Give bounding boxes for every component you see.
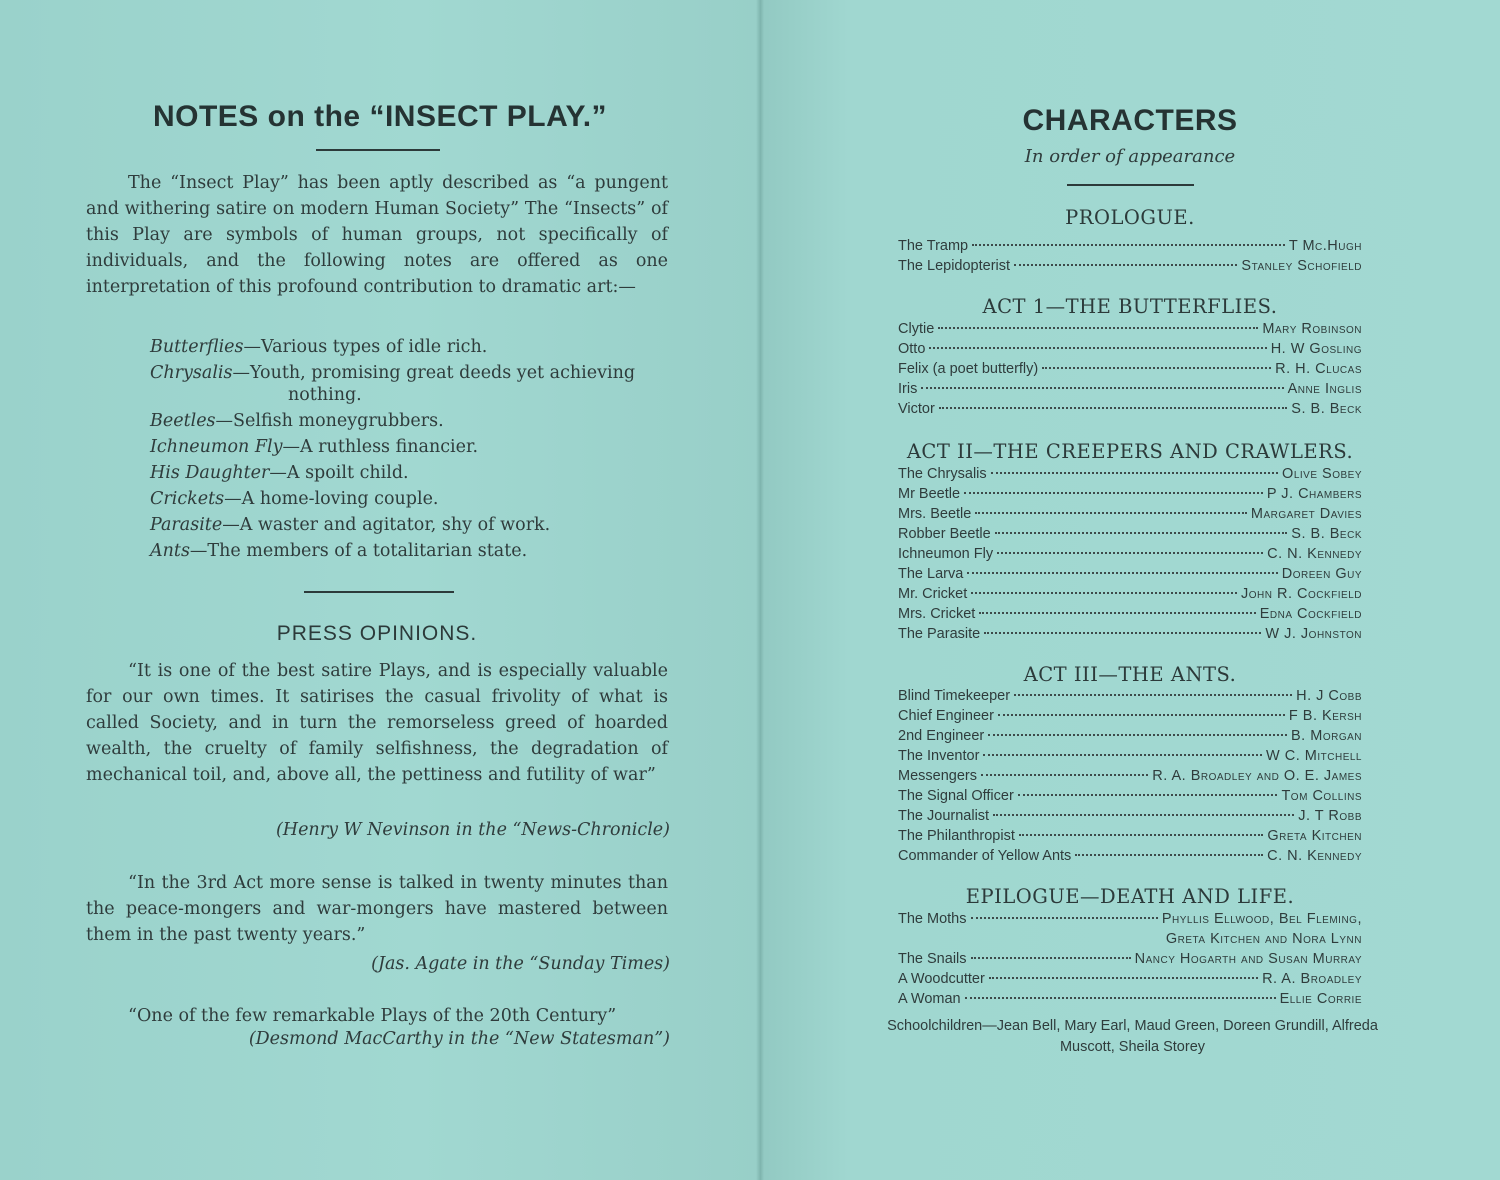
leader-dots (964, 492, 1263, 494)
section-heading-epilogue: EPILOGUE—DEATH AND LIFE. (965, 885, 1295, 908)
actor-name: F B. Kersh (1288, 708, 1362, 724)
notes-title: NOTES on the “INSECT PLAY.” (152, 100, 608, 133)
note-desc: —Youth, promising great deeds yet achieving (232, 363, 636, 383)
role-name: Chief Engineer (898, 708, 994, 724)
cast-row (898, 321, 1362, 341)
actor-name: C. N. Kennedy (1267, 848, 1362, 864)
section-heading-act-3: ACT III—THE ANTS. (1023, 663, 1237, 686)
note-item (150, 410, 670, 432)
role-name: 2nd Engineer (898, 728, 985, 744)
note-item (150, 514, 670, 536)
leader-dots (967, 572, 1277, 574)
note-term: Ichneumon Fly (150, 437, 283, 457)
note-desc: —A home-loving couple. (224, 489, 439, 509)
actor-name: Stanley Schofield (1241, 258, 1362, 274)
leader-dots (971, 957, 1131, 959)
note-term: Butterflies (150, 337, 244, 357)
actor-name: John R. Cockfield (1240, 586, 1362, 602)
actor-name: Ellie Corrie (1279, 991, 1362, 1007)
leader-dots (939, 407, 1287, 409)
role-name: Blind Timekeeper (898, 688, 1011, 704)
note-item (150, 540, 670, 562)
leader-dots (1018, 794, 1278, 796)
cast-list-prologue (898, 238, 1362, 278)
note-desc: —A spoilt child. (269, 463, 409, 483)
cast-row (898, 626, 1362, 646)
cast-row (898, 808, 1362, 828)
press-opinions-title: PRESS OPINIONS. (276, 622, 478, 645)
note-item (150, 362, 670, 406)
leader-dots (975, 512, 1247, 514)
leader-dots (1014, 264, 1237, 266)
cast-row (898, 971, 1362, 991)
actor-name: T Mc.Hugh (1288, 238, 1362, 254)
leader-dots (972, 244, 1285, 246)
actor-name: Mary Robinson (1262, 321, 1362, 337)
cast-row (898, 381, 1362, 401)
actor-name: Anne Inglis (1287, 381, 1362, 397)
press-citation: (Jas. Agate in the “Sunday Times) (371, 954, 670, 974)
note-term: Chrysalis (150, 363, 233, 383)
leader-dots (995, 532, 1288, 534)
page-fold (756, 0, 764, 1180)
role-name: The Philanthropist (898, 828, 1015, 844)
press-quote: “One of the few remarkable Plays of the 20th Century” (128, 1006, 617, 1026)
cast-list-act-2 (898, 466, 1362, 646)
actor-name: Olive Sobey (1282, 466, 1362, 482)
actor-name: W C. Mitchell (1266, 748, 1362, 764)
leader-dots (929, 347, 1266, 349)
leader-dots (991, 472, 1278, 474)
cast-row (898, 991, 1362, 1011)
cast-row (898, 486, 1362, 506)
role-name: Victor (898, 401, 935, 417)
role-name: Mrs. Beetle (898, 506, 972, 522)
actor-name: R. H. Clucas (1275, 361, 1362, 377)
notes-list (150, 336, 670, 566)
actor-name: S. B. Beck (1291, 526, 1362, 542)
actor-name: J. T Robb (1298, 808, 1362, 824)
leader-dots (938, 327, 1258, 329)
role-name: The Lepidopterist (898, 258, 1011, 274)
actor-name: Margaret Davies (1250, 506, 1362, 522)
leader-dots (981, 774, 1148, 776)
role-name: The Journalist (898, 808, 990, 824)
leader-dots (988, 734, 1287, 736)
characters-title: CHARACTERS (1022, 104, 1238, 137)
section-heading-act-1: ACT 1—THE BUTTERFLIES. (982, 295, 1278, 318)
role-name: A Woman (898, 991, 961, 1007)
note-desc: —The members of a totalitarian state. (189, 541, 528, 561)
leader-dots (1019, 834, 1263, 836)
cast-row (898, 258, 1362, 278)
actor-name: R. A. Broadley and O. E. James (1152, 768, 1362, 784)
cast-row (898, 526, 1362, 546)
leader-dots (984, 632, 1261, 634)
note-term: Beetles (150, 411, 216, 431)
cast-row (898, 748, 1362, 768)
cast-row (898, 708, 1362, 728)
role-name: The Parasite (898, 626, 981, 642)
cast-row (898, 341, 1362, 361)
note-item (150, 436, 670, 458)
leader-dots (921, 387, 1283, 389)
actor-name: W J. Johnston (1265, 626, 1362, 642)
cast-row (898, 768, 1362, 788)
actor-name: P J. Chambers (1266, 486, 1362, 502)
actor-name: Doreen Guy (1281, 566, 1362, 582)
role-name: Iris (898, 381, 918, 397)
role-name: The Moths (898, 911, 967, 927)
actor-name: Nancy Hogarth and Susan Murray (1134, 951, 1362, 967)
press-quote: “In the 3rd Act more sense is talked in twenty minutes than the peace-mongers and war-mongers have mastered between them in the past twenty years.” (86, 873, 668, 945)
note-item (150, 336, 670, 358)
cast-row (898, 401, 1362, 421)
cast-row (898, 586, 1362, 606)
press-quote: “It is one of the best satire Plays, and is especially valuable for our own times. It satirises the casual frivolity of what is called Society, and in turn the remorseless greed of hoarded wealth, the cruelty of family selfishness, the degradation of mechanical toil, and, above all, the pettiness and futility of war” (86, 661, 668, 785)
note-term: Ants (150, 541, 190, 561)
note-term: Parasite (150, 515, 223, 535)
leader-dots (997, 552, 1263, 554)
role-name: Mrs. Cricket (898, 606, 976, 622)
role-name: Commander of Yellow Ants (898, 848, 1072, 864)
role-name: Clytie (898, 321, 935, 337)
cast-row (898, 848, 1362, 868)
characters-rule (1067, 184, 1194, 186)
leader-dots (1014, 694, 1292, 696)
note-item (150, 462, 670, 484)
cast-list-act-1 (898, 321, 1362, 421)
actor-name: C. N. Kennedy (1267, 546, 1362, 562)
role-name: The Tramp (898, 238, 969, 254)
leader-dots (979, 612, 1255, 614)
note-item (150, 488, 670, 510)
actor-name: B. Morgan (1291, 728, 1362, 744)
actor-name: H. J Cobb (1296, 688, 1362, 704)
cast-list-act-3 (898, 688, 1362, 868)
cast-row (898, 951, 1362, 971)
role-name: The Inventor (898, 748, 980, 764)
note-desc-continued: nothing. (288, 385, 362, 405)
section-heading-act-2: ACT II—THE CREEPERS AND CRAWLERS. (906, 440, 1354, 463)
note-desc: —Selfish moneygrubbers. (215, 411, 444, 431)
cast-row (898, 911, 1362, 931)
note-term: Crickets (150, 489, 225, 509)
cast-row (898, 788, 1362, 808)
role-name: Messengers (898, 768, 977, 784)
actor-name: Edna Cockfield (1259, 606, 1362, 622)
cast-row (898, 546, 1362, 566)
actor-name: R. A. Broadley (1262, 971, 1362, 987)
role-name: Otto (898, 341, 926, 357)
cast-row (898, 566, 1362, 586)
section-rule (304, 591, 454, 593)
role-name: Mr Beetle (898, 486, 961, 502)
note-desc: —A waster and agitator, shy of work. (222, 515, 551, 535)
leader-dots (965, 997, 1276, 999)
role-name: The Snails (898, 951, 967, 967)
actor-name: Greta Kitchen (1267, 828, 1362, 844)
note-desc: —A ruthless financier. (282, 437, 479, 457)
leader-dots (998, 714, 1285, 716)
section-heading-prologue: PROLOGUE. (1065, 206, 1195, 229)
note-desc: —Various types of idle rich. (243, 337, 488, 357)
actor-name: H. W Gosling (1270, 341, 1362, 357)
characters-subtitle: In order of appearance (1024, 146, 1236, 167)
cast-row (898, 466, 1362, 486)
cast-row (898, 728, 1362, 748)
role-name: Robber Beetle (898, 526, 991, 542)
role-name: Felix (a poet butterfly) (898, 361, 1039, 377)
actor-name: Tom Collins (1281, 788, 1362, 804)
leader-dots (993, 814, 1294, 816)
actor-name: Phyllis Ellwood, Bel Fleming, (1161, 911, 1362, 927)
leader-dots (989, 977, 1258, 979)
role-name: The Chrysalis (898, 466, 987, 482)
role-name: Ichneumon Fly (898, 546, 994, 562)
cast-row (898, 506, 1362, 526)
actor-name-continued: Greta Kitchen and Nora Lynn (1165, 931, 1362, 947)
notes-intro: The “Insect Play” has been aptly described as “a pungent and withering satire on modern Human Society” The “Insects” of this Play are symbols of human groups, not specifically of individuals, and the following notes are offered as one interpretation of this profound contribution to dramatic art:— (86, 173, 668, 297)
title-rule (316, 149, 440, 151)
role-name: Mr. Cricket (898, 586, 968, 602)
schoolchildren-line: Schoolchildren—Jean Bell, Mary Earl, Maud Green, Doreen Grundill, Alfreda Muscott, Sheila Storey (887, 1018, 1378, 1055)
leader-dots (1042, 367, 1271, 369)
leader-dots (1075, 854, 1263, 856)
cast-row (898, 688, 1362, 708)
cast-row (898, 828, 1362, 848)
role-name: The Signal Officer (898, 788, 1014, 804)
leader-dots (971, 917, 1158, 919)
cast-row (898, 238, 1362, 258)
cast-list-epilogue (898, 911, 1362, 1011)
press-citation: (Desmond MacCarthy in the “New Statesman”) (248, 1029, 670, 1049)
leader-dots (971, 592, 1237, 594)
cast-row (898, 361, 1362, 381)
actor-name: S. B. Beck (1291, 401, 1362, 417)
leader-dots (983, 754, 1262, 756)
role-name: A Woodcutter (898, 971, 985, 987)
cast-row (898, 606, 1362, 626)
press-citation: (Henry W Nevinson in the “News-Chronicle) (275, 820, 670, 840)
role-name: The Larva (898, 566, 964, 582)
note-term: His Daughter (150, 463, 270, 483)
